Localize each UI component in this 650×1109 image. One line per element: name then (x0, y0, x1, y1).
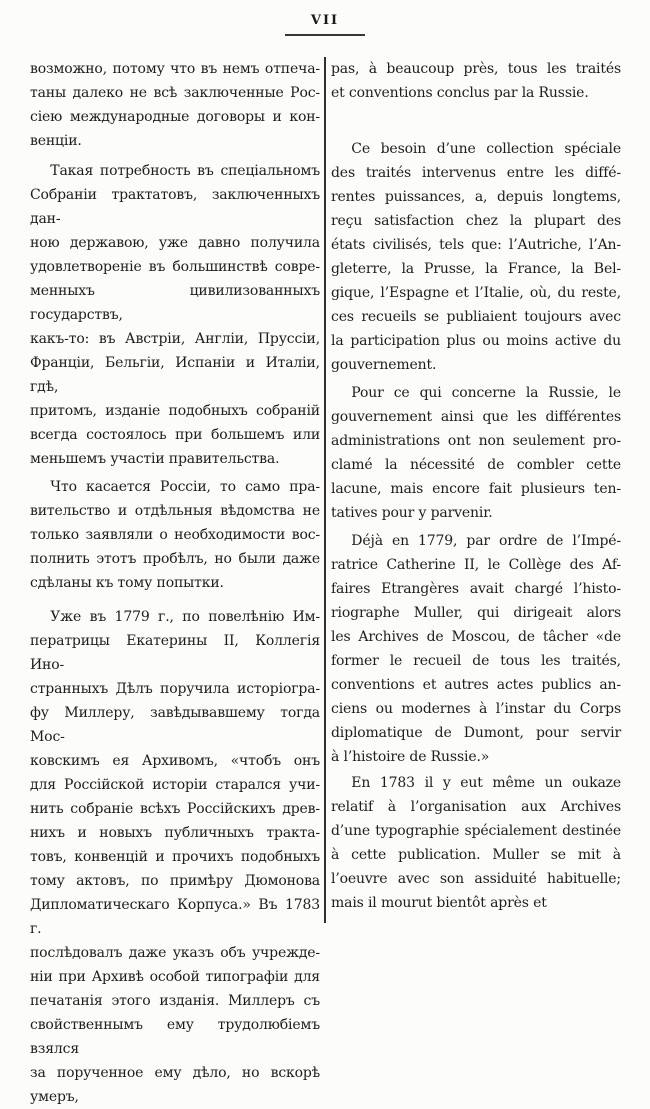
text-line: только заявляли о необходимости вос- (30, 527, 320, 543)
text-line: à l’histoire de Russie.» (331, 749, 490, 765)
text-line: Что касается Россіи, то само пра- (50, 479, 320, 495)
paragraph (331, 137, 621, 377)
text-line: ces recueils se publiaient toujours avec (331, 309, 621, 325)
text-line: Франціи, Бельгіи, Испаніи и Италіи, гдѣ, (30, 355, 320, 395)
running-head (0, 13, 650, 57)
text-line: послѣдовалъ даже указъ объ учрежде- (30, 945, 320, 961)
text-line: странныхъ Дѣлъ поручила исторіогра- (30, 681, 320, 697)
page-number: VII (310, 13, 340, 28)
text-line: печатанія этого изданія. Миллеръ съ (30, 993, 320, 1009)
paragraph (30, 605, 320, 1109)
paragraph (331, 381, 621, 525)
text-line: сдѣланы къ тому попытки. (30, 575, 224, 591)
text-line: свойственнымъ ему трудолюбіемъ взялся (30, 1017, 320, 1057)
paragraph (30, 57, 320, 153)
text-line: притомъ, изданіе подобныхъ собраній (30, 403, 320, 419)
text-line: возможно, потому что въ немъ отпеча- (30, 61, 320, 77)
text-line: riographe Muller, qui dirigeait alors (331, 605, 621, 621)
left-column-russian-text (30, 57, 320, 1109)
column-divider-rule (324, 57, 326, 923)
text-line: clamé la nécessité de combler cette (331, 457, 621, 473)
text-line: gique, l’Espagne et l’Italie, où, du reste, (331, 285, 621, 301)
text-line: сіею международные договоры и кон- (30, 109, 320, 125)
text-line: gouvernement. (331, 357, 437, 373)
paragraph (331, 771, 621, 915)
text-line: удовлетвореніе въ большинствѣ совре- (30, 259, 320, 275)
text-line: les Archives de Moscou, de tâcher «de (331, 629, 621, 645)
text-line: фу Миллеру, завѣдывавшему тогда Мос- (30, 705, 320, 745)
text-line: pas, à beaucoup près, tous les traités (331, 61, 621, 77)
text-line: вительство и отдѣльныя вѣдомства не (30, 503, 320, 519)
text-line: товъ, конвенцій и прочихъ подобныхъ (30, 849, 320, 865)
text-line: всегда состоялось при большемъ или (30, 427, 320, 443)
text-line: Такая потребность въ спеціальномъ (50, 163, 320, 179)
text-line: l’oeuvre avec son assiduité habituelle; (331, 871, 621, 887)
text-line: tatives pour y parvenir. (331, 505, 493, 521)
text-line: la participation plus ou moins active du (331, 333, 621, 349)
text-line: En 1783 il y eut même un oukaze (351, 775, 621, 791)
text-line: gouvernement ainsi que les différentes (331, 409, 621, 425)
header-rule (285, 34, 365, 36)
text-line: reçu satisfaction chez la plupart des (331, 213, 621, 229)
text-line: ковскимъ ея Архивомъ, «чтобъ онъ (30, 753, 320, 769)
text-line: états civilisés, tels que: l’Autriche, l’An- (331, 237, 621, 253)
text-line: former le recueil de tous les traités, (331, 653, 621, 669)
text-line: полнить этотъ пробѣлъ, но были даже (30, 551, 320, 567)
text-line: меньшемъ участіи правительства. (30, 451, 280, 467)
paragraph (331, 57, 621, 105)
text-line: administrations ont non seulement pro- (331, 433, 621, 449)
text-line: à cette publication. Muller se mit à (331, 847, 621, 863)
text-line: Ce besoin d’une collection spéciale (351, 141, 621, 157)
text-line: lacune, mais encore fait plusieurs ten- (331, 481, 621, 497)
text-line: d’une typographie spécialement destinée (331, 823, 621, 839)
text-line: et conventions conclus par la Russie. (331, 85, 589, 101)
text-line: за порученное ему дѣло, но вскорѣ умеръ, (30, 1065, 320, 1105)
text-line: faires Etrangères avait chargé l’histo- (331, 581, 621, 597)
paragraph (30, 159, 320, 471)
text-line: таны далеко не всѣ заключенные Рос- (30, 85, 320, 101)
text-line: ною державою, уже давно получила (30, 235, 320, 251)
paragraph (30, 475, 320, 595)
text-line: Собраніи трактатовъ, заключенныхъ дан- (30, 187, 320, 227)
text-line: нить собраніе всѣхъ Россійскихъ древ- (30, 801, 320, 817)
paragraph (331, 529, 621, 769)
text-line: ratrice Catherine II, le Collège des Af- (331, 557, 621, 573)
text-line: тому актовъ, по примѣру Дюмонова (30, 873, 320, 889)
text-line: gleterre, la Prusse, la France, la Bel- (331, 261, 621, 277)
text-line: менныхъ цивилизованныхъ государствъ, (30, 283, 320, 323)
text-line: ператрицы Екатерины II, Коллегія Ино- (30, 633, 320, 673)
text-line: rentes puissances, a, depuis longtems, (331, 189, 621, 205)
text-line: relatif à l’organisation aux Archives (331, 799, 621, 815)
text-line: conventions et autres actes publics an- (331, 677, 621, 693)
text-line: Pour ce qui concerne la Russie, le (351, 385, 621, 401)
text-line: какъ-то: въ Австріи, Англіи, Пруссіи, (30, 331, 320, 347)
text-line: Déjà en 1779, par ordre de l’Impé- (351, 533, 621, 549)
two-column-text-block (0, 57, 650, 1109)
text-line: нихъ и новыхъ публичныхъ тракта- (30, 825, 320, 841)
text-line: ніи при Архивѣ особой типографіи для (30, 969, 320, 985)
text-line: Дипломатическаго Корпуса.» Въ 1783 г. (30, 897, 320, 937)
text-line: ciens ou modernes à l’instar du Corps (331, 701, 621, 717)
text-line: венціи. (30, 133, 82, 149)
text-line: для Россійской исторіи старался учи- (30, 777, 320, 793)
right-column-french-text (331, 57, 621, 915)
text-line: Уже въ 1779 г., по повелѣнію Им- (50, 609, 320, 625)
text-line: mais il mourut bientôt après et (331, 895, 547, 911)
text-line: des traités intervenus entre les diffé- (331, 165, 621, 181)
text-line: diplomatique de Dumont, pour servir (331, 725, 621, 741)
